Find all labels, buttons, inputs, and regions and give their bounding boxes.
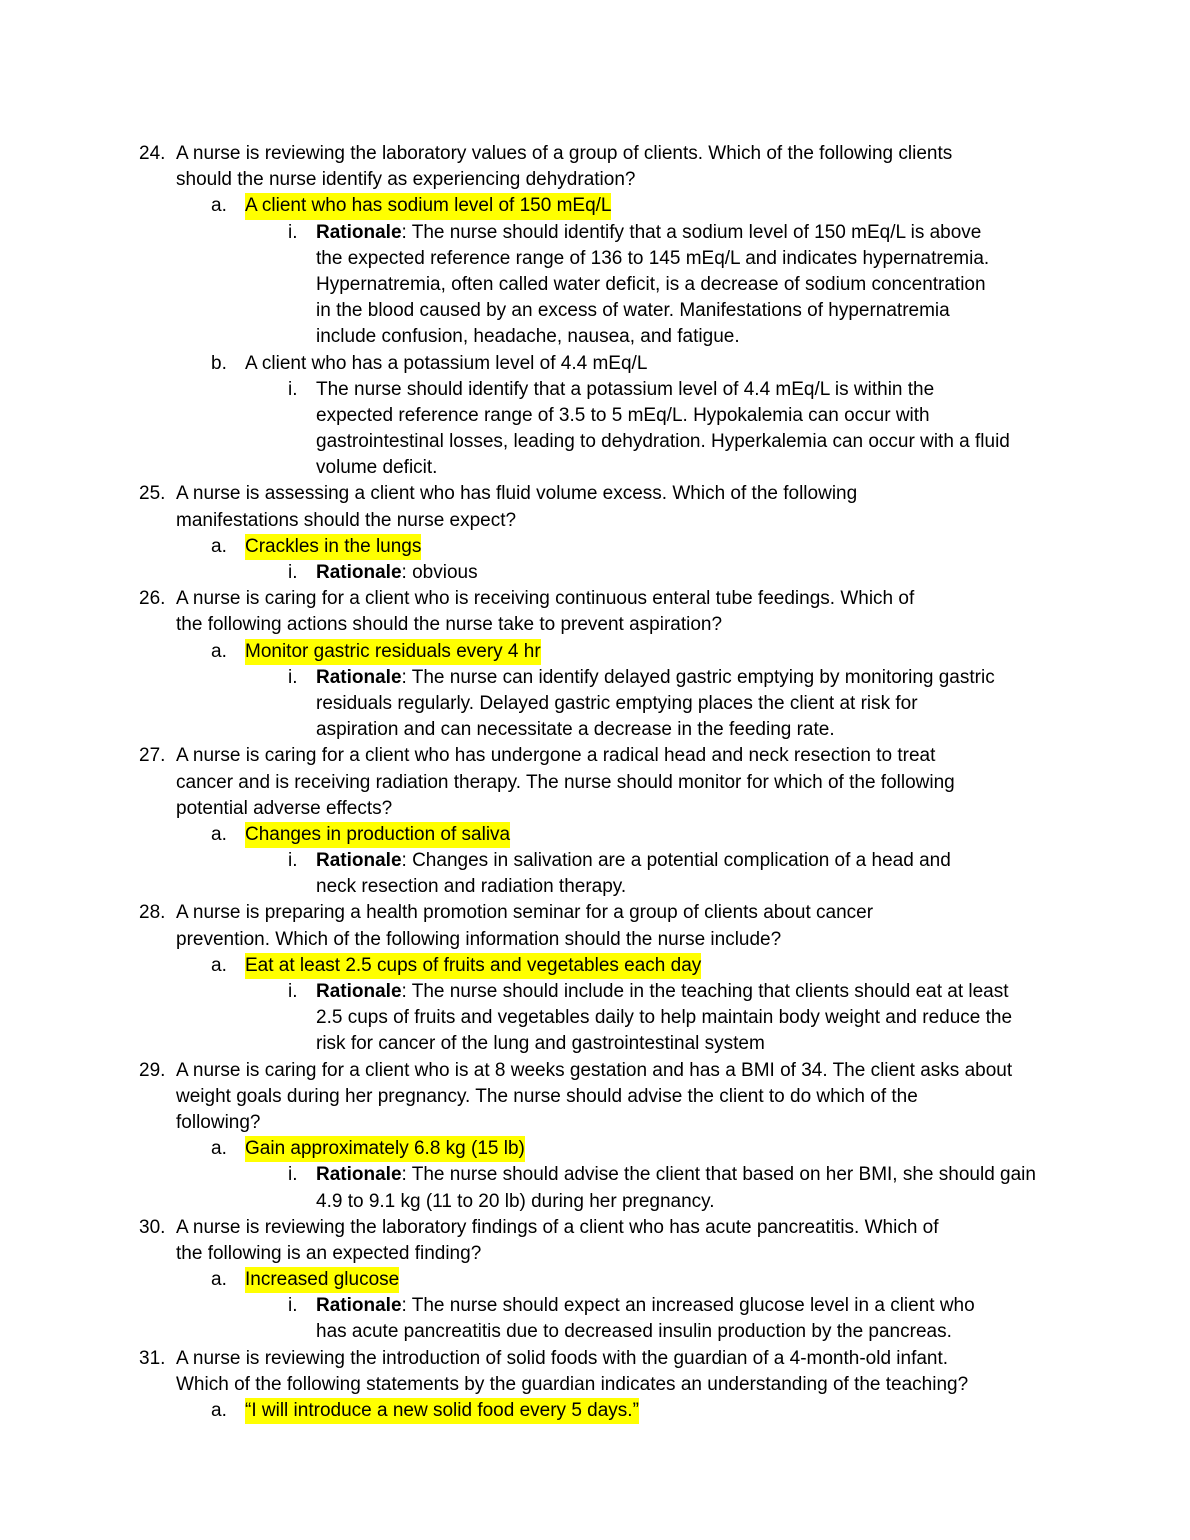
rationale-body: : Changes in salivation are a potential complication of a head and <box>401 850 951 872</box>
answer-option <box>0 1267 1190 1293</box>
answer-option <box>0 534 1190 560</box>
question-text: A nurse is reviewing the laboratory findings of a client who has acute pancreatitis. Which of <box>176 1216 939 1238</box>
question-text: A nurse is caring for a client who is at 8 weeks gestation and has a BMI of 34. The client asks about <box>176 1059 1013 1081</box>
rationale-text <box>316 560 478 586</box>
question-line <box>0 1215 1190 1241</box>
rationale-line <box>0 874 1190 900</box>
rationale-line <box>0 1005 1190 1031</box>
document-page <box>0 141 1190 1424</box>
rationale-line <box>0 691 1190 717</box>
highlighted-answer-text: Crackles in the lungs <box>245 534 421 560</box>
answer-option <box>0 639 1190 665</box>
option-label: a. <box>211 640 227 662</box>
rationale-text <box>316 377 934 403</box>
rationale-text: expected reference range of 3.5 to 5 mEq/L. Hypokalemia can occur with <box>316 404 930 426</box>
rationale-line <box>0 220 1190 246</box>
rationale-label: i. <box>288 562 298 583</box>
rationale-label: i. <box>288 378 298 400</box>
option-text: A client who has a potassium level of 4.4 mEq/L <box>245 352 648 374</box>
rationale-line <box>0 246 1190 272</box>
question-number: 29. <box>139 1059 166 1081</box>
question-text: A nurse is caring for a client who has undergone a radical head and neck resection to treat <box>176 745 936 767</box>
question-line <box>0 1346 1190 1372</box>
rationale-line <box>0 403 1190 429</box>
question-text: potential adverse effects? <box>176 797 393 819</box>
rationale-text <box>316 1162 1036 1188</box>
question-line <box>0 770 1190 796</box>
rationale-text <box>316 665 995 691</box>
rationale-heading: Rationale <box>316 850 402 872</box>
highlighted-answer-text: Gain approximately 6.8 kg (15 lb) <box>245 1136 525 1162</box>
rationale-label: i. <box>288 1164 298 1186</box>
question-line <box>0 508 1190 534</box>
option-label: a. <box>211 1138 227 1160</box>
rationale-body: : The nurse should advise the client that based on her BMI, she should gain <box>401 1164 1036 1186</box>
question-number: 27. <box>139 745 166 767</box>
rationale-line <box>0 665 1190 691</box>
highlighted-answer-text: Eat at least 2.5 cups of fruits and vegetables each day <box>245 953 701 979</box>
rationale-heading: Rationale <box>316 1295 402 1317</box>
question-line <box>0 481 1190 507</box>
rationale-text: include confusion, headache, nausea, and fatigue. <box>316 326 740 348</box>
option-label: b. <box>211 352 227 374</box>
rationale-line <box>0 560 1190 586</box>
rationale-text: has acute pancreatitis due to decreased insulin production by the pancreas. <box>316 1321 952 1343</box>
option-label: a. <box>211 1400 227 1421</box>
question-number: 30. <box>139 1216 166 1238</box>
question-text: the following is an expected finding? <box>176 1242 482 1264</box>
rationale-text <box>316 979 1009 1005</box>
question-line <box>0 796 1190 822</box>
question-line <box>0 1110 1190 1136</box>
rationale-body: : The nurse should expect an increased glucose level in a client who <box>401 1295 975 1317</box>
rationale-text: risk for cancer of the lung and gastrointestinal system <box>316 1033 765 1055</box>
rationale-text: the expected reference range of 136 to 145 mEq/L and indicates hypernatremia. <box>316 247 990 269</box>
question-text: the following actions should the nurse take to prevent aspiration? <box>176 614 723 636</box>
question-text: Which of the following statements by the guardian indicates an understanding of the teaching? <box>176 1373 969 1395</box>
option-label: a. <box>211 535 227 557</box>
rationale-body: : The nurse should include in the teaching that clients should eat at least <box>401 981 1009 1002</box>
answer-option <box>0 193 1190 219</box>
question-text: cancer and is receiving radiation therapy. The nurse should monitor for which of the following <box>176 771 955 793</box>
rationale-body: : The nurse can identify delayed gastric emptying by monitoring gastric <box>401 666 995 688</box>
rationale-line <box>0 979 1190 1005</box>
rationale-body: : The nurse should identify that a sodium level of 150 mEq/L is above <box>401 221 982 243</box>
answer-option <box>0 822 1190 848</box>
question-number: 31. <box>139 1347 166 1369</box>
option-label: a. <box>211 954 227 976</box>
rationale-line <box>0 298 1190 324</box>
highlighted-answer-text: Monitor gastric residuals every 4 hr <box>245 639 541 665</box>
rationale-line <box>0 717 1190 743</box>
question-number: 26. <box>139 588 166 610</box>
rationale-text: gastrointestinal losses, leading to dehydration. Hyperkalemia can occur with a fluid <box>316 431 1010 453</box>
question-number: 28. <box>139 902 166 924</box>
rationale-text <box>316 220 981 246</box>
rationale-line <box>0 1031 1190 1057</box>
rationale-line <box>0 324 1190 350</box>
question-line <box>0 743 1190 769</box>
question-text: manifestations should the nurse expect? <box>176 509 517 531</box>
rationale-text: Hypernatremia, often called water deficit, is a decrease of sodium concentration <box>316 273 986 295</box>
question-number: 24. <box>139 143 166 164</box>
rationale-label: i. <box>288 221 298 243</box>
question-line <box>0 900 1190 926</box>
question-line <box>0 1372 1190 1398</box>
answer-option <box>0 1136 1190 1162</box>
answer-option <box>0 351 1190 377</box>
question-line <box>0 1241 1190 1267</box>
rationale-label: i. <box>288 666 298 688</box>
question-line <box>0 167 1190 193</box>
rationale-text: volume deficit. <box>316 457 438 479</box>
question-text: following? <box>176 1111 261 1133</box>
question-line <box>0 586 1190 612</box>
question-text: A nurse is caring for a client who is receiving continuous enteral tube feedings. Which of <box>176 588 915 610</box>
rationale-line <box>0 272 1190 298</box>
option-label: a. <box>211 195 227 217</box>
rationale-text: 4.9 to 9.1 kg (11 to 20 lb) during her pregnancy. <box>316 1190 715 1212</box>
question-text: A nurse is preparing a health promotion seminar for a group of clients about cancer <box>176 902 874 924</box>
question-text: prevention. Which of the following information should the nurse include? <box>176 928 782 950</box>
option-label: a. <box>211 823 227 845</box>
rationale-text <box>316 1293 975 1319</box>
rationale-body: The nurse should identify that a potassium level of 4.4 mEq/L is within the <box>316 378 935 400</box>
rationale-text <box>316 848 951 874</box>
question-line <box>0 1058 1190 1084</box>
question-text: A nurse is assessing a client who has fluid volume excess. Which of the following <box>176 483 858 505</box>
rationale-line <box>0 377 1190 403</box>
rationale-text: aspiration and can necessitate a decrease in the feeding rate. <box>316 719 835 741</box>
rationale-line <box>0 1189 1190 1215</box>
rationale-line <box>0 455 1190 481</box>
rationale-label: i. <box>288 850 298 872</box>
rationale-heading: Rationale <box>316 221 402 243</box>
question-text: should the nurse identify as experiencing dehydration? <box>176 169 636 191</box>
rationale-text: residuals regularly. Delayed gastric emptying places the client at risk for <box>316 692 918 714</box>
question-text: A nurse is reviewing the laboratory values of a group of clients. Which of the following clients <box>176 143 953 164</box>
question-text: A nurse is reviewing the introduction of solid foods with the guardian of a 4-month-old infant. <box>176 1347 949 1369</box>
answer-option <box>0 953 1190 979</box>
answer-option <box>0 1398 1190 1424</box>
question-line <box>0 927 1190 953</box>
option-label: a. <box>211 1269 227 1291</box>
highlighted-answer-text: “I will introduce a new solid food every 5 days.” <box>245 1398 639 1424</box>
rationale-label: i. <box>288 1295 298 1317</box>
rationale-line <box>0 1293 1190 1319</box>
rationale-text: in the blood caused by an excess of water. Manifestations of hypernatremia <box>316 300 950 322</box>
rationale-line <box>0 1319 1190 1345</box>
rationale-line <box>0 1162 1190 1188</box>
rationale-heading: Rationale <box>316 981 402 1002</box>
rationale-text: neck resection and radiation therapy. <box>316 876 627 898</box>
highlighted-answer-text: Increased glucose <box>245 1267 399 1293</box>
rationale-heading: Rationale <box>316 666 402 688</box>
rationale-body: : obvious <box>401 562 478 583</box>
question-line <box>0 1084 1190 1110</box>
highlighted-answer-text: A client who has sodium level of 150 mEq/L <box>245 193 611 219</box>
rationale-line <box>0 429 1190 455</box>
highlighted-answer-text: Changes in production of saliva <box>245 822 510 848</box>
rationale-heading: Rationale <box>316 562 402 583</box>
question-text: weight goals during her pregnancy. The nurse should advise the client to do which of the <box>176 1085 918 1107</box>
rationale-label: i. <box>288 981 298 1002</box>
rationale-text: 2.5 cups of fruits and vegetables daily to help maintain body weight and reduce the <box>316 1007 1013 1029</box>
question-line <box>0 141 1190 167</box>
rationale-line <box>0 848 1190 874</box>
rationale-heading: Rationale <box>316 1164 402 1186</box>
question-number: 25. <box>139 483 166 505</box>
question-line <box>0 612 1190 638</box>
